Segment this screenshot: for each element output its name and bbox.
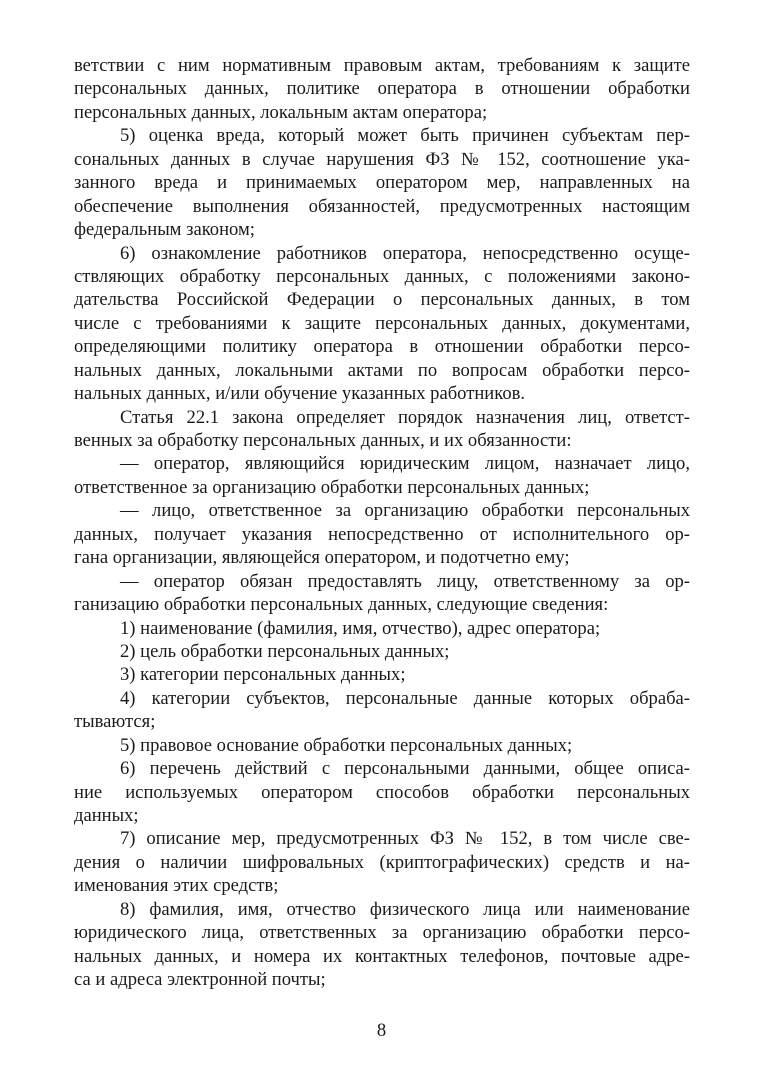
text-line: именования этих средств; — [74, 875, 279, 897]
text-line: гана организации, являющейся оператором, и подотчетно ему; — [74, 547, 570, 569]
text-line: ответственное за организацию обработки персональных данных; — [74, 476, 590, 498]
text-line: 1) наименование (фамилия, имя, отчество), адрес оператора; — [120, 617, 601, 639]
text-line: 2) цель обработки персональных данных; — [120, 640, 450, 662]
text-line: нальных данных, и номера их контактных телефонов, почтовые адре- — [74, 945, 690, 967]
text-line: 5) правовое основание обработки персональных данных; — [120, 734, 573, 756]
text-line: — лицо, ответственное за организацию обработки персональных — [120, 500, 690, 522]
text-line: числе с требованиями к защите персональных данных, документами, — [74, 312, 690, 334]
text-line: 3) категории персональных данных; — [120, 664, 406, 686]
text-line: дательства Российской Федерации о персональных данных, в том — [74, 289, 690, 311]
text-line: ние используемых оператором способов обработки персональных — [74, 781, 690, 803]
text-line: персональных данных, политике оператора в отношении обработки — [74, 78, 690, 100]
text-line: нальных данных, и/или обучение указанных работников. — [74, 383, 526, 405]
text-line: — оператор, являющийся юридическим лицом, назначает лицо, — [120, 453, 690, 475]
text-line: 6) ознакомление работников оператора, непосредственно осуще- — [120, 242, 690, 264]
text-line: обеспечение выполнения обязанностей, предусмотренных настоящим — [74, 195, 690, 217]
text-line: данных; — [74, 805, 139, 826]
text-line: — оператор обязан предоставлять лицу, ответственному за ор- — [120, 570, 690, 592]
text-line: 7) описание мер, предусмотренных ФЗ № 152, в том числе све- — [120, 828, 690, 850]
text-line: данных, получает указания непосредственно от исполнительного ор- — [74, 523, 690, 545]
text-line: ствляющих обработку персональных данных, с положениями законо- — [74, 265, 690, 287]
text-line: определяющими политику оператора в отношении обработки персо- — [74, 336, 690, 358]
text-line: занного вреда и принимаемых оператором мер, направленных на — [74, 172, 690, 194]
page-body — [74, 54, 690, 992]
text-line: венных за обработку персональных данных, и их обязанности: — [74, 430, 572, 451]
text-line: дения о наличии шифровальных (криптографических) средств и на- — [74, 851, 690, 873]
page-number: 8 — [376, 1020, 387, 1041]
text-line: 6) перечень действий с персональными данными, общее описа- — [120, 758, 690, 780]
text-line: персональных данных, локальным актам оператора; — [74, 101, 488, 123]
text-line: 5) оценка вреда, который может быть причинен субъектам пер- — [120, 125, 690, 147]
text-line: сональных данных в случае нарушения ФЗ № 152, соотношение ука- — [74, 148, 690, 170]
text-line: ветствии с ним нормативным правовым актам, требованиям к защите — [74, 55, 690, 76]
text-line: ганизацию обработки персональных данных, следующие сведения: — [74, 594, 609, 616]
text-line: тываются; — [74, 711, 156, 733]
text-line: нальных данных, локальными актами по вопросам обработки персо- — [74, 359, 690, 381]
text-line: федеральным законом; — [74, 219, 255, 241]
text-line: Статья 22.1 закона определяет порядок назначения лиц, ответст- — [120, 406, 690, 428]
text-line: 4) категории субъектов, персональные данные которых обраба- — [120, 687, 690, 709]
text-line: са и адреса электронной почты; — [74, 969, 326, 991]
text-line: 8) фамилия, имя, отчество физического лица или наименование — [120, 898, 690, 920]
text-line: юридического лица, ответственных за организацию обработки персо- — [74, 922, 690, 944]
